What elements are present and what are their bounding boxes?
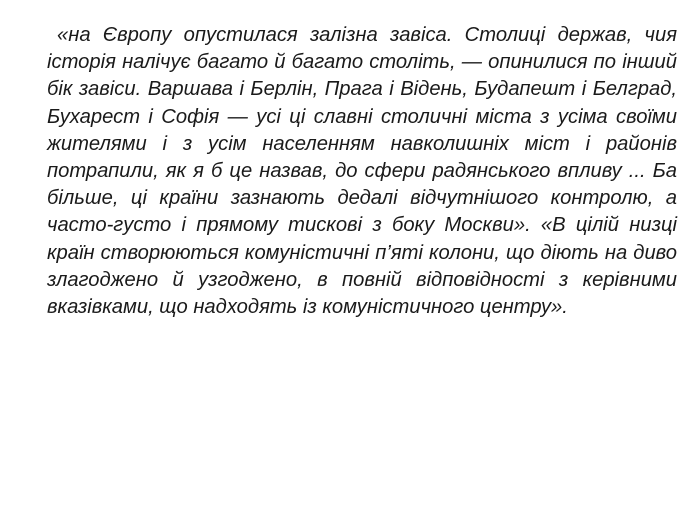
quote-paragraph: «на Європу опустилася залізна завіса. Столиці держав, чия історія налічує багато й багато століть, — опинилися по інший бік завіси. Варшава і Берлін, Прага і Відень, Будапешт і Белград, Бухарест і Софія — усі ці славні столичні міста з усіма своїми жителями і з усім населенням навколишніх міст і районів потрапили, як я б це назвав, до сфери радянського впливу ... Ба більше, ці країни зазнають дедалі відчутнішого контролю, а часто-густо і прямому тискові з боку Москви». «В цілій низці країн створюються комуністичні п’яті колони, що діють на диво злагоджено й узгоджено, в повній відповідності з керівними вказівками, що надходять із комуністичного центру». (47, 24, 677, 319)
